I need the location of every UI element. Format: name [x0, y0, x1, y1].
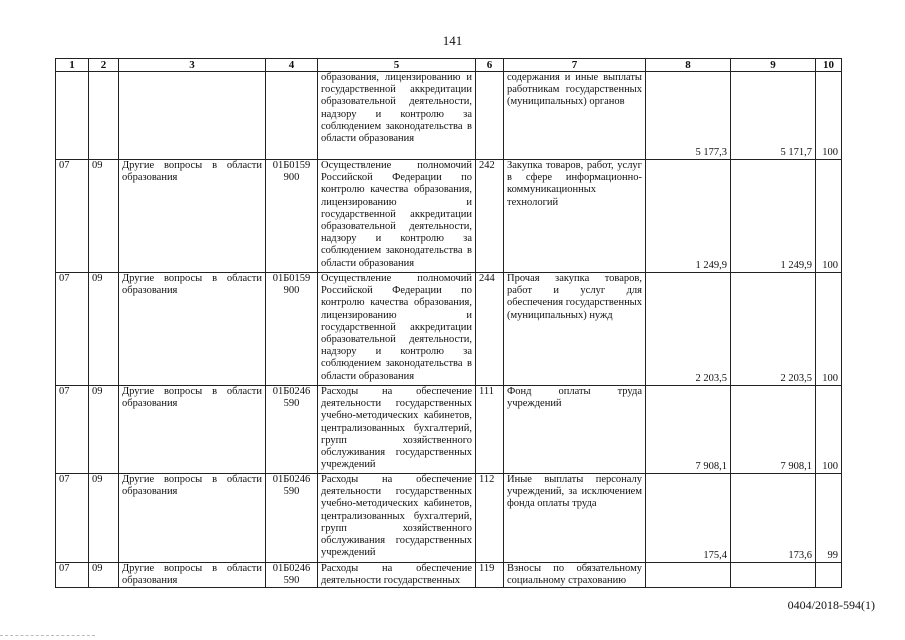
cell-target-name: Осуществление полномочий Российской Федерации по контролю качества образования, лицензированию и государственной аккредитации образовательной деятельности, надзору и контролю за соблюдением законодательства в области образования [318, 160, 476, 273]
cell-subsection [89, 72, 119, 160]
table-row [56, 160, 842, 273]
cell-subsection: 09 [89, 386, 119, 474]
cell-subsection: 09 [89, 273, 119, 386]
cell-planned: 7 908,1 [646, 386, 731, 474]
cell-expense-code: 112 [476, 474, 504, 563]
cell-target-code: 01Б0159 900 [266, 160, 318, 273]
document-code: 0404/2018-594(1) [787, 598, 875, 612]
cell-section: 07 [56, 273, 89, 386]
cell-section-name: Другие вопросы в области образования [119, 160, 266, 273]
cell-planned: 5 177,3 [646, 72, 731, 160]
cell-planned: 2 203,5 [646, 273, 731, 386]
cell-target-name: Расходы на обеспечение деятельности государственных [318, 563, 476, 588]
col-header: 4 [266, 59, 318, 72]
cell-target-code: 01Б0246 590 [266, 563, 318, 588]
col-header: 10 [816, 59, 842, 72]
cell-section [56, 72, 89, 160]
table-row [56, 474, 842, 563]
cell-section: 07 [56, 160, 89, 273]
col-header: 5 [318, 59, 476, 72]
cell-expense-name: Закупка товаров, работ, услуг в сфере информационно-коммуникационных технологий [504, 160, 646, 273]
cell-expense-code: 119 [476, 563, 504, 588]
page-number: 141 [442, 33, 463, 48]
cell-percent: 100 [816, 273, 842, 386]
table-row [56, 72, 842, 160]
cell-target-name: Расходы на обеспечение деятельности государственных учебно-методических кабинетов, централизованных бухгалтерий, групп хозяйственного обслуживания государственных учреждений [318, 474, 476, 563]
cell-expense-code: 244 [476, 273, 504, 386]
cell-target-code [266, 72, 318, 160]
budget-table [55, 58, 842, 588]
cell-section: 07 [56, 474, 89, 563]
cell-executed: 5 171,7 [731, 72, 816, 160]
cell-subsection: 09 [89, 160, 119, 273]
col-header: 8 [646, 59, 731, 72]
cell-expense-name: содержания и иные выплаты работникам государственных (муниципальных) органов [504, 72, 646, 160]
col-header: 7 [504, 59, 646, 72]
cell-section-name: Другие вопросы в области образования [119, 474, 266, 563]
col-header: 9 [731, 59, 816, 72]
cell-expense-name: Фонд оплаты труда учреждений [504, 386, 646, 474]
cell-expense-name: Прочая закупка товаров, работ и услуг для обеспечения государственных (муниципальных) нужд [504, 273, 646, 386]
col-header: 6 [476, 59, 504, 72]
cell-executed [731, 563, 816, 588]
cell-subsection: 09 [89, 563, 119, 588]
col-header: 1 [56, 59, 89, 72]
cell-expense-name: Взносы по обязательному социальному страхованию [504, 563, 646, 588]
cell-section-name: Другие вопросы в области образования [119, 386, 266, 474]
cell-section: 07 [56, 563, 89, 588]
cell-target-name: образования, лицензированию и государственной аккредитации образовательной деятельности, надзору и контролю за соблюдением законодательства в области образования [318, 72, 476, 160]
cell-executed: 1 249,9 [731, 160, 816, 273]
col-header: 3 [119, 59, 266, 72]
table-row [56, 273, 842, 386]
cell-percent: 99 [816, 474, 842, 563]
cell-expense-code: 111 [476, 386, 504, 474]
cell-section: 07 [56, 386, 89, 474]
cell-percent [816, 563, 842, 588]
scan-edge-line [0, 635, 95, 636]
col-header: 2 [89, 59, 119, 72]
cell-target-code: 01Б0246 590 [266, 474, 318, 563]
cell-expense-code: 242 [476, 160, 504, 273]
cell-target-name: Расходы на обеспечение деятельности государственных учебно-методических кабинетов, централизованных бухгалтерий, групп хозяйственного обслуживания государственных учреждений [318, 386, 476, 474]
cell-executed: 7 908,1 [731, 386, 816, 474]
cell-section-name [119, 72, 266, 160]
cell-section-name: Другие вопросы в области образования [119, 273, 266, 386]
cell-percent: 100 [816, 160, 842, 273]
cell-percent: 100 [816, 72, 842, 160]
cell-subsection: 09 [89, 474, 119, 563]
cell-section-name: Другие вопросы в области образования [119, 563, 266, 588]
cell-planned: 175,4 [646, 474, 731, 563]
cell-expense-code [476, 72, 504, 160]
cell-planned: 1 249,9 [646, 160, 731, 273]
cell-target-name: Осуществление полномочий Российской Федерации по контролю качества образования, лицензированию и государственной аккредитации образовательной деятельности, надзору и контролю за соблюдением законодательства в области образования [318, 273, 476, 386]
cell-planned [646, 563, 731, 588]
cell-target-code: 01Б0246 590 [266, 386, 318, 474]
cell-percent: 100 [816, 386, 842, 474]
cell-executed: 2 203,5 [731, 273, 816, 386]
cell-executed: 173,6 [731, 474, 816, 563]
table-row [56, 386, 842, 474]
header-row [56, 59, 842, 72]
cell-target-code: 01Б0159 900 [266, 273, 318, 386]
table-row [56, 563, 842, 588]
cell-expense-name: Иные выплаты персоналу учреждений, за исключением фонда оплаты труда [504, 474, 646, 563]
